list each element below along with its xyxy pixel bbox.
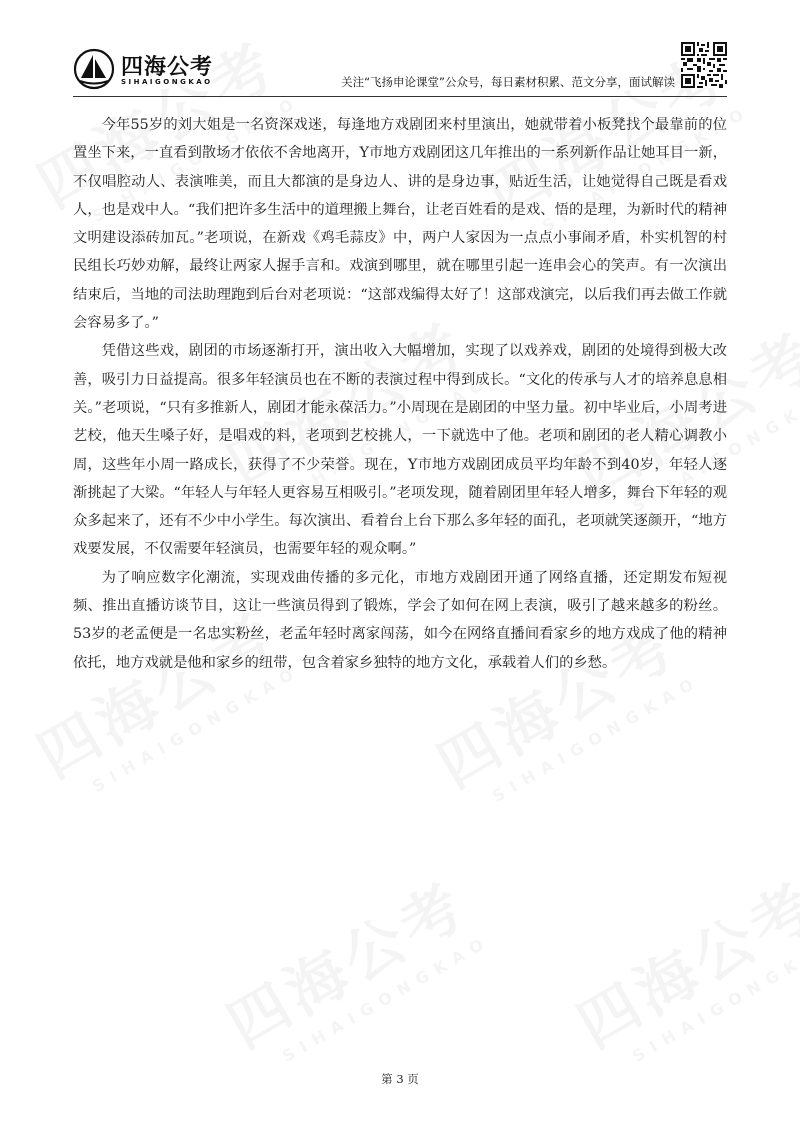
header-tagline: 关注“飞扬申论课堂”公众号，每日素材积累、范文分享，面试解读	[341, 75, 675, 89]
watermark	[210, 857, 494, 1081]
page-header	[73, 42, 727, 94]
article-body	[73, 111, 727, 677]
page-number: 第 3 页	[381, 1072, 419, 1086]
header-divider	[73, 96, 727, 97]
paragraph-3: 为了响应数字化潮流，实现戏曲传播的多元化，市地方戏剧团开通了网络直播，还定期发布短视频、推出直播访谈节目，这让一些演员得到了锻炼，学会了如何在网上表演，吸引了越来越多的粉丝。53岁的老孟便是一名忠实粉丝，老孟年轻时离家闯荡，如今在网络直播间看家乡的地方戏成了他的精神依托，地方戏就是他和家乡的纽带，包含着家乡独特的地方文化，承载着人们的乡愁。	[73, 569, 727, 671]
brand-logo	[73, 48, 233, 90]
watermark	[560, 857, 800, 1081]
sailboat-logo-icon	[73, 48, 115, 90]
logo-subtitle: SIHAIGONGKAO	[121, 78, 213, 86]
qr-code-icon	[681, 42, 727, 88]
paragraph-2: 凭借这些戏，剧团的市场逐渐打开，演出收入大幅增加，实现了以戏养戏，剧团的处境得到极大改善，吸引力日益提高。很多年轻演员也在不断的表演过程中得到成长。“文化的传承与人才的培养息息相关。”老项说，“只有多推新人，剧团才能永葆活力。”小周现在是剧团的中坚力量。初中毕业后，小周考进艺校，他天生嗓子好，是唱戏的料，老项到艺校挑人，一下就选中了他。老项和剧团的老人精心调教小周，这些年小周一路成长，获得了不少荣誉。现在，Y市地方戏剧团成员平均年龄不到40岁，年轻人逐渐挑起了大梁。“年轻人与年轻人更容易互相吸引。”老项发现，随着剧团里年轻人增多，舞台下年轻的观众多起来了，还有不少中小学生。每次演出、看着台上台下那么多年轻的面孔，老项就笑逐颜开，“地方戏要发展，不仅需要年轻演员，也需要年轻的观众啊。”	[73, 343, 727, 558]
logo-text: 四海公考	[121, 55, 214, 80]
paragraph-1: 今年55岁的刘大姐是一名资深戏迷，每逢地方戏剧团来村里演出，她就带着小板凳找个最靠前的位置坐下来，一直看到散场才依依不舍地离开，Y市地方戏剧团这几年推出的一系列新作品让她耳目一新，不仅唱腔动人、表演唯美，而且大都演的是身边人、讲的是身边事，贴近生活，让她觉得自己既是看戏人，也是戏中人。“我们把许多生活中的道理搬上舞台，让老百姓看的是戏、悟的是理，为新时代的精神文明建设添砖加瓦。”老项说，在新戏《鸡毛蒜皮》中，两户人家因为一点点小事闹矛盾，朴实机智的村民组长巧妙劝解，最终让两家人握手言和。戏演到哪里，就在哪里引起一连串会心的笑声。有一次演出结束后，当地的司法助理跑到后台对老项说：“这部戏编得太好了！这部戏演完，以后我们再去做工作就会容易多了。”	[73, 117, 727, 332]
